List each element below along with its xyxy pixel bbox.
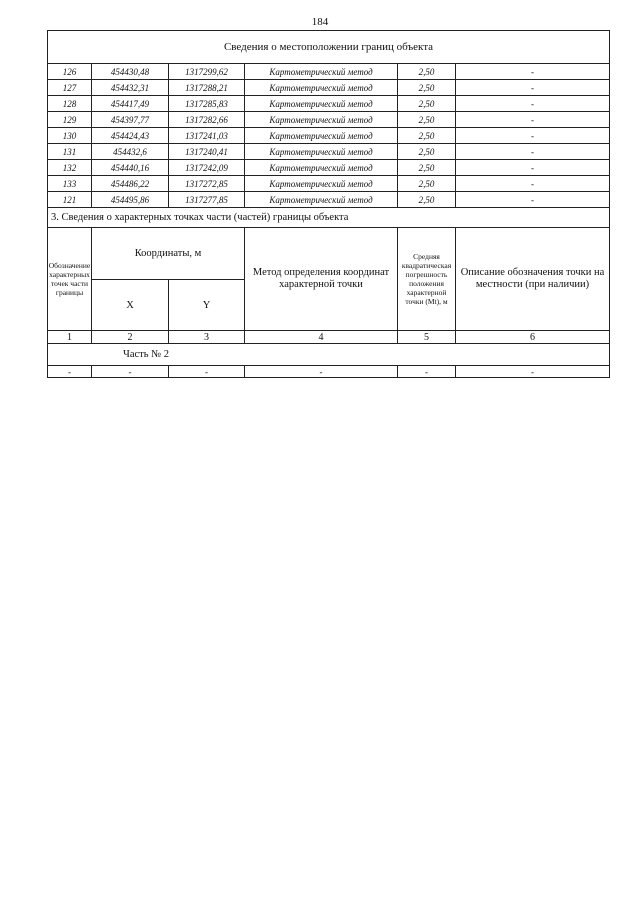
description-cell: - xyxy=(456,80,610,96)
method-cell: Картометрический метод xyxy=(245,192,398,208)
table-row xyxy=(48,160,610,176)
coord-x-cell: 454397,77 xyxy=(92,112,169,128)
boundary-table xyxy=(47,30,610,378)
header-mean-error: Средняя квадратическая погрешность положения характерной точки (Мt), м xyxy=(398,228,456,331)
coord-x-cell: 454486,22 xyxy=(92,176,169,192)
coord-x-cell: 454430,48 xyxy=(92,64,169,80)
coord-x-cell: 454432,31 xyxy=(92,80,169,96)
table-row xyxy=(48,144,610,160)
table-row xyxy=(48,80,610,96)
point-number-cell: 127 xyxy=(48,80,92,96)
page-number: 184 xyxy=(311,16,329,28)
column-number: 6 xyxy=(456,331,610,344)
description-cell: - xyxy=(456,176,610,192)
coord-x-cell: 454417,49 xyxy=(92,96,169,112)
description-cell: - xyxy=(456,128,610,144)
column-number: 3 xyxy=(169,331,245,344)
point-number-cell: 126 xyxy=(48,64,92,80)
mean-error-cell: 2,50 xyxy=(398,128,456,144)
description-cell: - xyxy=(456,64,610,80)
mean-error-cell: 2,50 xyxy=(398,144,456,160)
table-row xyxy=(48,112,610,128)
empty-cell: - xyxy=(245,366,398,378)
column-number: 1 xyxy=(48,331,92,344)
table-row xyxy=(48,96,610,112)
method-cell: Картометрический метод xyxy=(245,144,398,160)
description-cell: - xyxy=(456,160,610,176)
point-number-cell: 121 xyxy=(48,192,92,208)
coord-y-cell: 1317277,85 xyxy=(169,192,245,208)
point-number-cell: 130 xyxy=(48,128,92,144)
mean-error-cell: 2,50 xyxy=(398,192,456,208)
coord-y-cell: 1317288,21 xyxy=(169,80,245,96)
description-cell: - xyxy=(456,192,610,208)
column-numbers-row xyxy=(48,331,610,344)
point-number-cell: 128 xyxy=(48,96,92,112)
mean-error-cell: 2,50 xyxy=(398,96,456,112)
method-cell: Картометрический метод xyxy=(245,160,398,176)
empty-cell: - xyxy=(398,366,456,378)
mean-error-cell: 2,50 xyxy=(398,64,456,80)
mean-error-cell: 2,50 xyxy=(398,80,456,96)
empty-cell: - xyxy=(456,366,610,378)
header-point-designation: Обозначение характерных точек части границы xyxy=(48,228,92,331)
empty-row xyxy=(48,366,610,378)
method-cell: Картометрический метод xyxy=(245,64,398,80)
method-cell: Картометрический метод xyxy=(245,96,398,112)
coord-y-cell: 1317240,41 xyxy=(169,144,245,160)
coord-y-cell: 1317242,09 xyxy=(169,160,245,176)
coord-y-cell: 1317285,83 xyxy=(169,96,245,112)
coord-x-cell: 454495,86 xyxy=(92,192,169,208)
point-number-cell: 133 xyxy=(48,176,92,192)
empty-cell: - xyxy=(48,366,92,378)
coord-y-cell: 1317299,62 xyxy=(169,64,245,80)
coord-y-cell: 1317241,03 xyxy=(169,128,245,144)
coord-y-cell: 1317282,66 xyxy=(169,112,245,128)
point-number-cell: 132 xyxy=(48,160,92,176)
coord-y-cell: 1317272,85 xyxy=(169,176,245,192)
mean-error-cell: 2,50 xyxy=(398,112,456,128)
header-method: Метод определения координат характерной точки xyxy=(245,228,398,331)
table-row xyxy=(48,64,610,80)
coord-x-cell: 454432,6 xyxy=(92,144,169,160)
description-cell: - xyxy=(456,96,610,112)
method-cell: Картометрический метод xyxy=(245,176,398,192)
mean-error-cell: 2,50 xyxy=(398,176,456,192)
mean-error-cell: 2,50 xyxy=(398,160,456,176)
header-x: X xyxy=(92,280,169,331)
method-cell: Картометрический метод xyxy=(245,112,398,128)
method-cell: Картометрический метод xyxy=(245,128,398,144)
table-row xyxy=(48,176,610,192)
method-cell: Картометрический метод xyxy=(245,80,398,96)
location-title: Сведения о местоположении границ объекта xyxy=(48,31,610,64)
coord-x-cell: 454424,43 xyxy=(92,128,169,144)
header-description: Описание обозначения точки на местности (при наличии) xyxy=(456,228,610,331)
column-number: 4 xyxy=(245,331,398,344)
coord-x-cell: 454440,16 xyxy=(92,160,169,176)
column-number: 5 xyxy=(398,331,456,344)
point-number-cell: 131 xyxy=(48,144,92,160)
description-cell: - xyxy=(456,112,610,128)
empty-cell: - xyxy=(169,366,245,378)
table-row xyxy=(48,128,610,144)
table-row xyxy=(48,192,610,208)
part-label: Часть № 2 xyxy=(48,344,610,366)
section3-title: 3. Сведения о характерных точках части (частей) границы объекта xyxy=(48,208,610,228)
header-coordinates: Координаты, м xyxy=(92,228,245,280)
empty-cell: - xyxy=(92,366,169,378)
description-cell: - xyxy=(456,144,610,160)
header-y: Y xyxy=(169,280,245,331)
column-number: 2 xyxy=(92,331,169,344)
point-number-cell: 129 xyxy=(48,112,92,128)
